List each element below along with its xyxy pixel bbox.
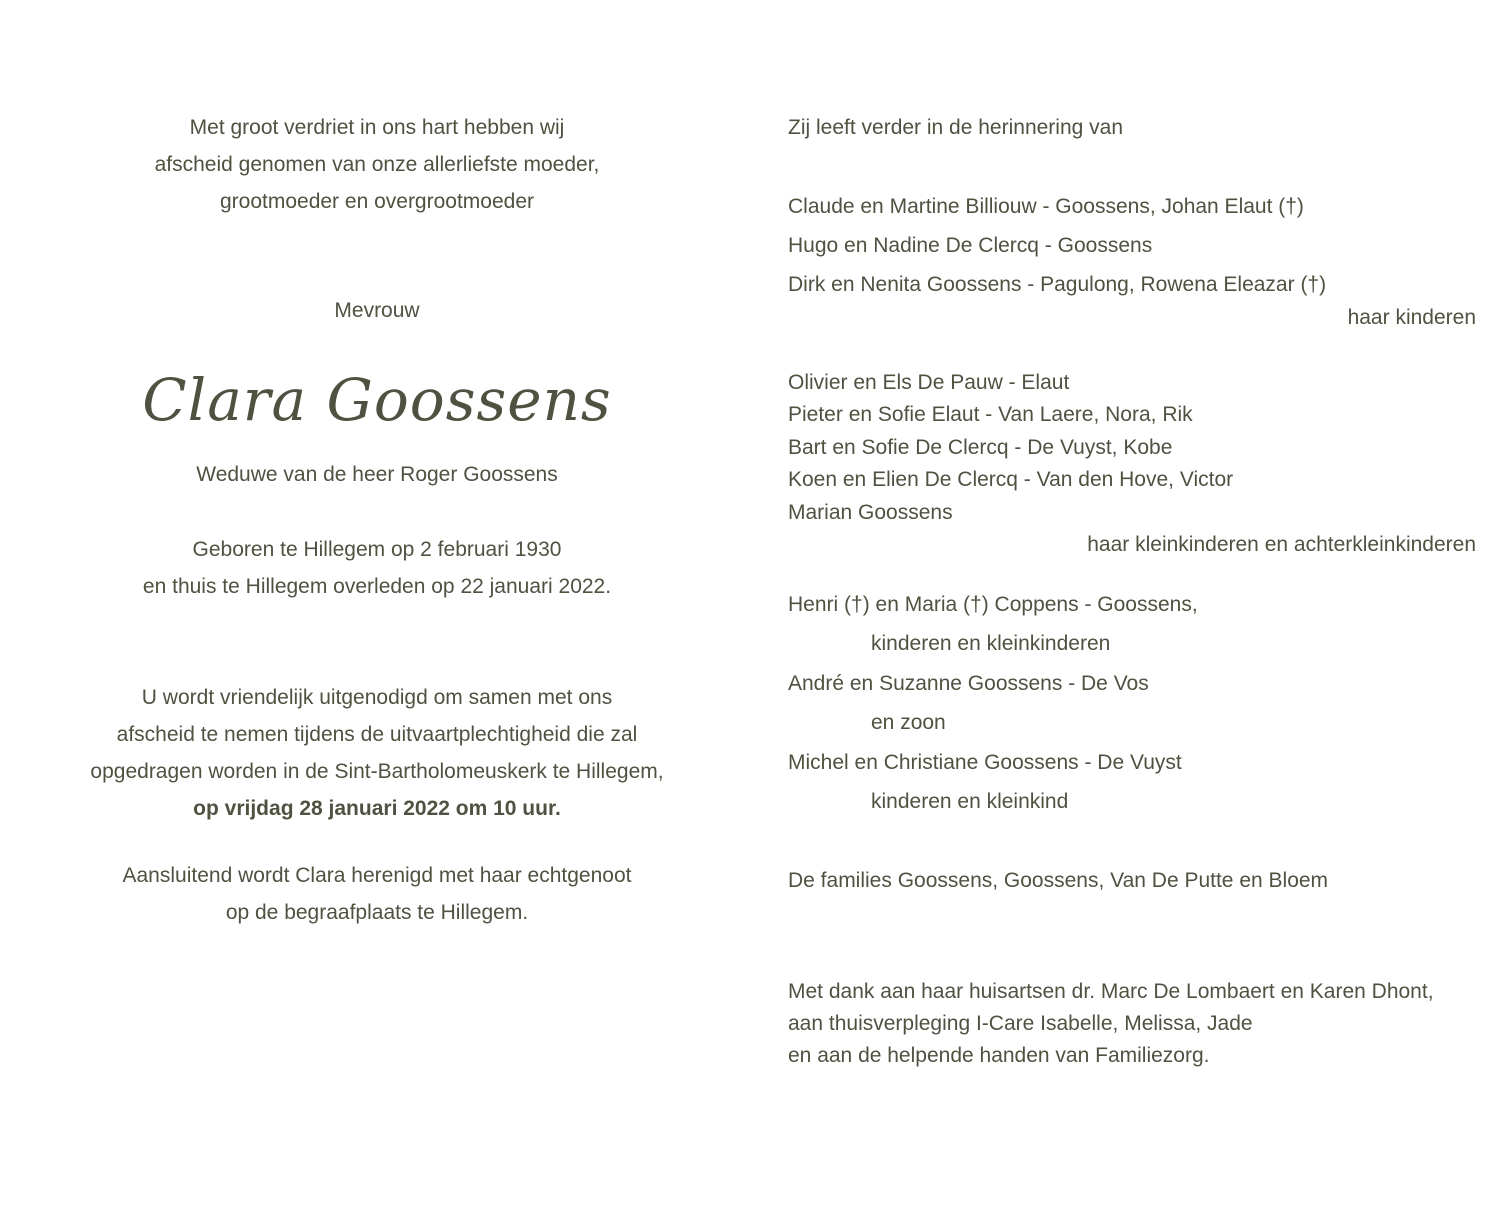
sibling-2-sub: en zoon (871, 711, 946, 734)
invitation-line-2: afscheid te nemen tijdens de uitvaartplechtigheid die zal (116, 723, 638, 746)
grandchild-line-1: Olivier en Els De Pauw - Elaut (788, 371, 1070, 394)
child-line-2: Hugo en Nadine De Clercq - Goossens (788, 234, 1153, 257)
invitation-line-1: U wordt vriendelijk uitgenodigd om samen met ons (141, 686, 613, 709)
intro-line-1: Met groot verdriet in ons hart hebben wij (189, 116, 565, 139)
death-line: en thuis te Hillegem overleden op 22 januari 2022. (142, 575, 612, 598)
child-line-1: Claude en Martine Billiouw - Goossens, Johan Elaut (†) (788, 195, 1304, 218)
memory-heading: Zij leeft verder in de herinnering van (788, 116, 1124, 139)
thanks-line-2: aan thuisverpleging I-Care Isabelle, Melissa, Jade (788, 1012, 1253, 1035)
intro-line-2: afscheid genomen van onze allerliefste moeder, (154, 153, 600, 176)
children-label: haar kinderen (1347, 306, 1476, 329)
sibling-2-name: André en Suzanne Goossens - De Vos (788, 672, 1149, 695)
sibling-1-name: Henri (†) en Maria (†) Coppens - Goossens, (788, 593, 1198, 616)
ceremony-date: op vrijdag 28 januari 2022 om 10 uur. (193, 797, 561, 820)
grandchild-line-5: Marian Goossens (788, 501, 953, 524)
sibling-3-name: Michel en Christiane Goossens - De Vuyst (788, 751, 1182, 774)
burial-line-2: op de begraafplaats te Hillegem. (225, 901, 529, 924)
families-line: De families Goossens, Goossens, Van De Putte en Bloem (788, 869, 1329, 892)
intro-line-3: grootmoeder en overgrootmoeder (219, 190, 534, 213)
sibling-3-sub: kinderen en kleinkind (871, 790, 1069, 813)
thanks-line-3: en aan de helpende handen van Familiezorg. (788, 1044, 1210, 1067)
thanks-line-1: Met dank aan haar huisartsen dr. Marc De Lombaert en Karen Dhont, (788, 980, 1434, 1003)
birth-line: Geboren te Hillegem op 2 februari 1930 (192, 538, 562, 561)
deceased-name: Clara Goossens (142, 366, 612, 434)
sibling-1-sub: kinderen en kleinkinderen (871, 632, 1111, 655)
invitation-line-3: opgedragen worden in de Sint-Bartholomeuskerk te Hillegem, (90, 760, 664, 783)
burial-line-1: Aansluitend wordt Clara herenigd met haar echtgenoot (122, 864, 632, 887)
grandchildren-label: haar kleinkinderen en achterkleinkinderen (1087, 533, 1476, 556)
grandchild-line-3: Bart en Sofie De Clercq - De Vuyst, Kobe (788, 436, 1173, 459)
grandchild-line-4: Koen en Elien De Clercq - Van den Hove, Victor (788, 468, 1234, 491)
widow-line: Weduwe van de heer Roger Goossens (196, 463, 558, 486)
grandchild-line-2: Pieter en Sofie Elaut - Van Laere, Nora, Rik (788, 403, 1193, 426)
salutation: Mevrouw (334, 299, 420, 322)
child-line-3: Dirk en Nenita Goossens - Pagulong, Rowena Eleazar (†) (788, 273, 1327, 296)
